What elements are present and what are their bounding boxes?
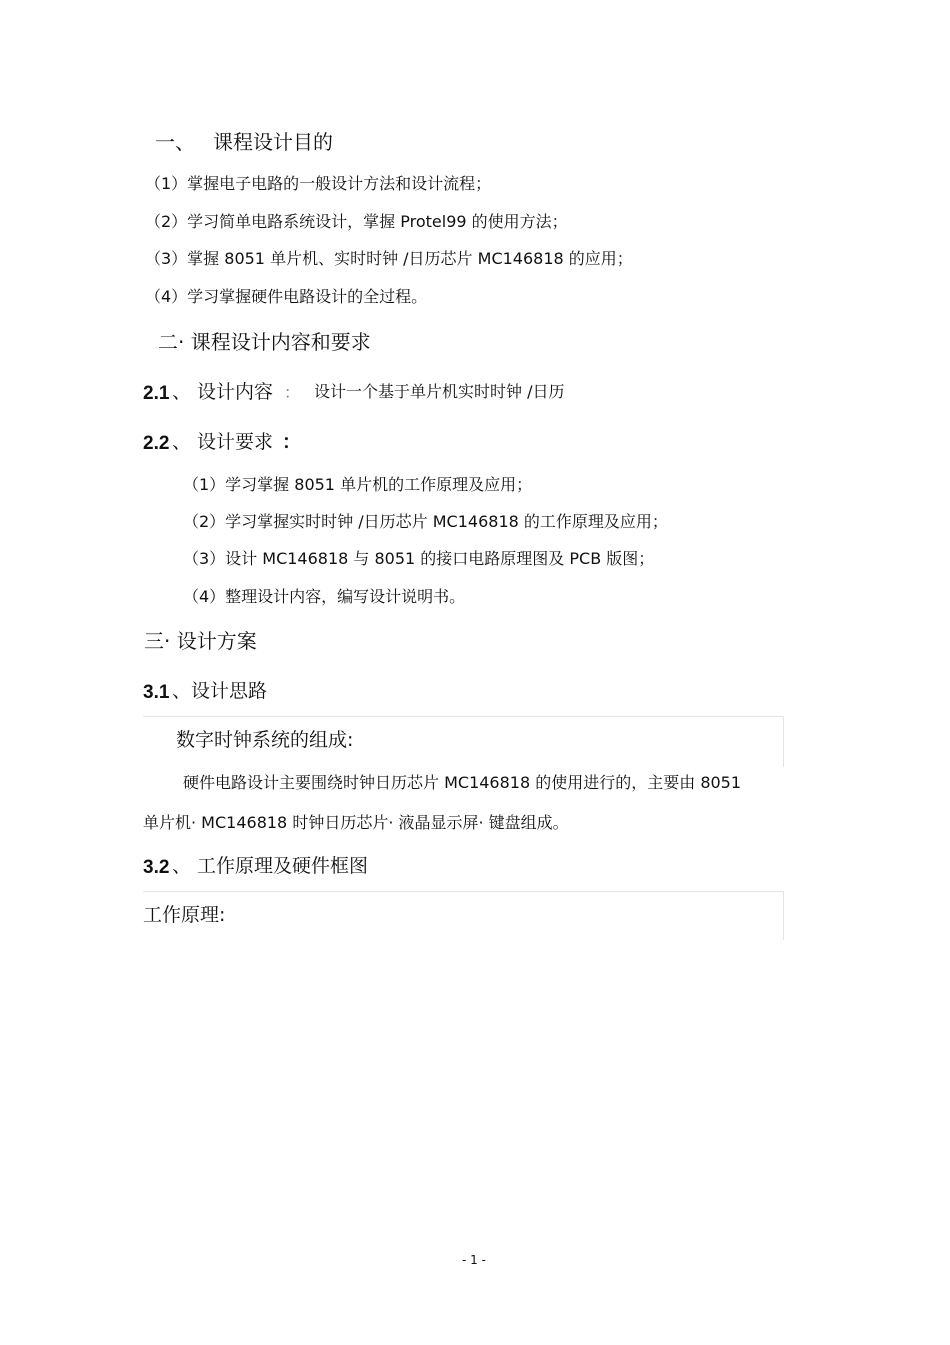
section-3-2-number: 3.2 bbox=[143, 857, 170, 878]
section-3-1-number: 3.1 bbox=[143, 682, 170, 703]
section-2-2-item-1: （1）学习掌握 8051 单片机的工作原理及应用； bbox=[183, 475, 533, 494]
section-3-1-paragraph-line-1: 硬件电路设计主要围绕时钟日历芯片 MC146818 的使用进行的，主要由 8051 bbox=[183, 773, 742, 792]
section-2-1-text: 设计一个基于单片机实时时钟 /日历 bbox=[314, 382, 565, 401]
section-1-item-1: （1）掌握电子电路的一般设计方法和设计流程； bbox=[145, 174, 492, 193]
section-3-1-label: 、设计思路 bbox=[172, 680, 268, 702]
section-2-1-colon: ： bbox=[284, 383, 301, 402]
section-3-2-box-title: 工作原理: bbox=[143, 904, 226, 926]
section-3-1-paragraph-line-2: 单片机· MC146818 时钟日历芯片· 液晶显示屏· 键盘组成。 bbox=[143, 813, 569, 832]
section-3-2-label: 、 工作原理及硬件框图 bbox=[172, 855, 369, 877]
section-2-1-label: 、 设计内容 bbox=[172, 381, 274, 403]
section-1-title: 课程设计目的 bbox=[213, 130, 333, 154]
section-2-title: 二· 课程设计内容和要求 bbox=[158, 330, 371, 354]
section-3-title: 三· 设计方案 bbox=[144, 629, 257, 653]
section-2-2-item-2: （2）学习掌握实时时钟 /日历芯片 MC146818 的工作原理及应用； bbox=[183, 512, 668, 531]
section-3-2-box-border bbox=[143, 891, 784, 940]
section-3-1-box-title: 数字时钟系统的组成: bbox=[176, 729, 354, 751]
section-2-2-number: 2.2 bbox=[143, 433, 170, 454]
section-1-number: 一、 bbox=[155, 130, 195, 154]
section-2-2-item-4: （4）整理设计内容，编写设计说明书。 bbox=[183, 587, 466, 606]
section-2-1-number: 2.1 bbox=[143, 383, 170, 404]
section-2-2-item-3: （3）设计 MC146818 与 8051 的接口电路原理图及 PCB 版图； bbox=[183, 549, 655, 568]
section-2-2-label: 、 设计要求 bbox=[172, 431, 274, 453]
section-1-item-3: （3）掌握 8051 单片机、实时时钟 /日历芯片 MC146818 的应用； bbox=[145, 249, 633, 268]
section-2-2-colon: ： bbox=[282, 431, 302, 453]
section-1-item-2: （2）学习简单电路系统设计，掌握 Protel99 的使用方法； bbox=[145, 212, 568, 231]
page-number: - 1 - bbox=[462, 1253, 486, 1267]
section-1-item-4: （4）学习掌握硬件电路设计的全过程。 bbox=[145, 287, 428, 306]
